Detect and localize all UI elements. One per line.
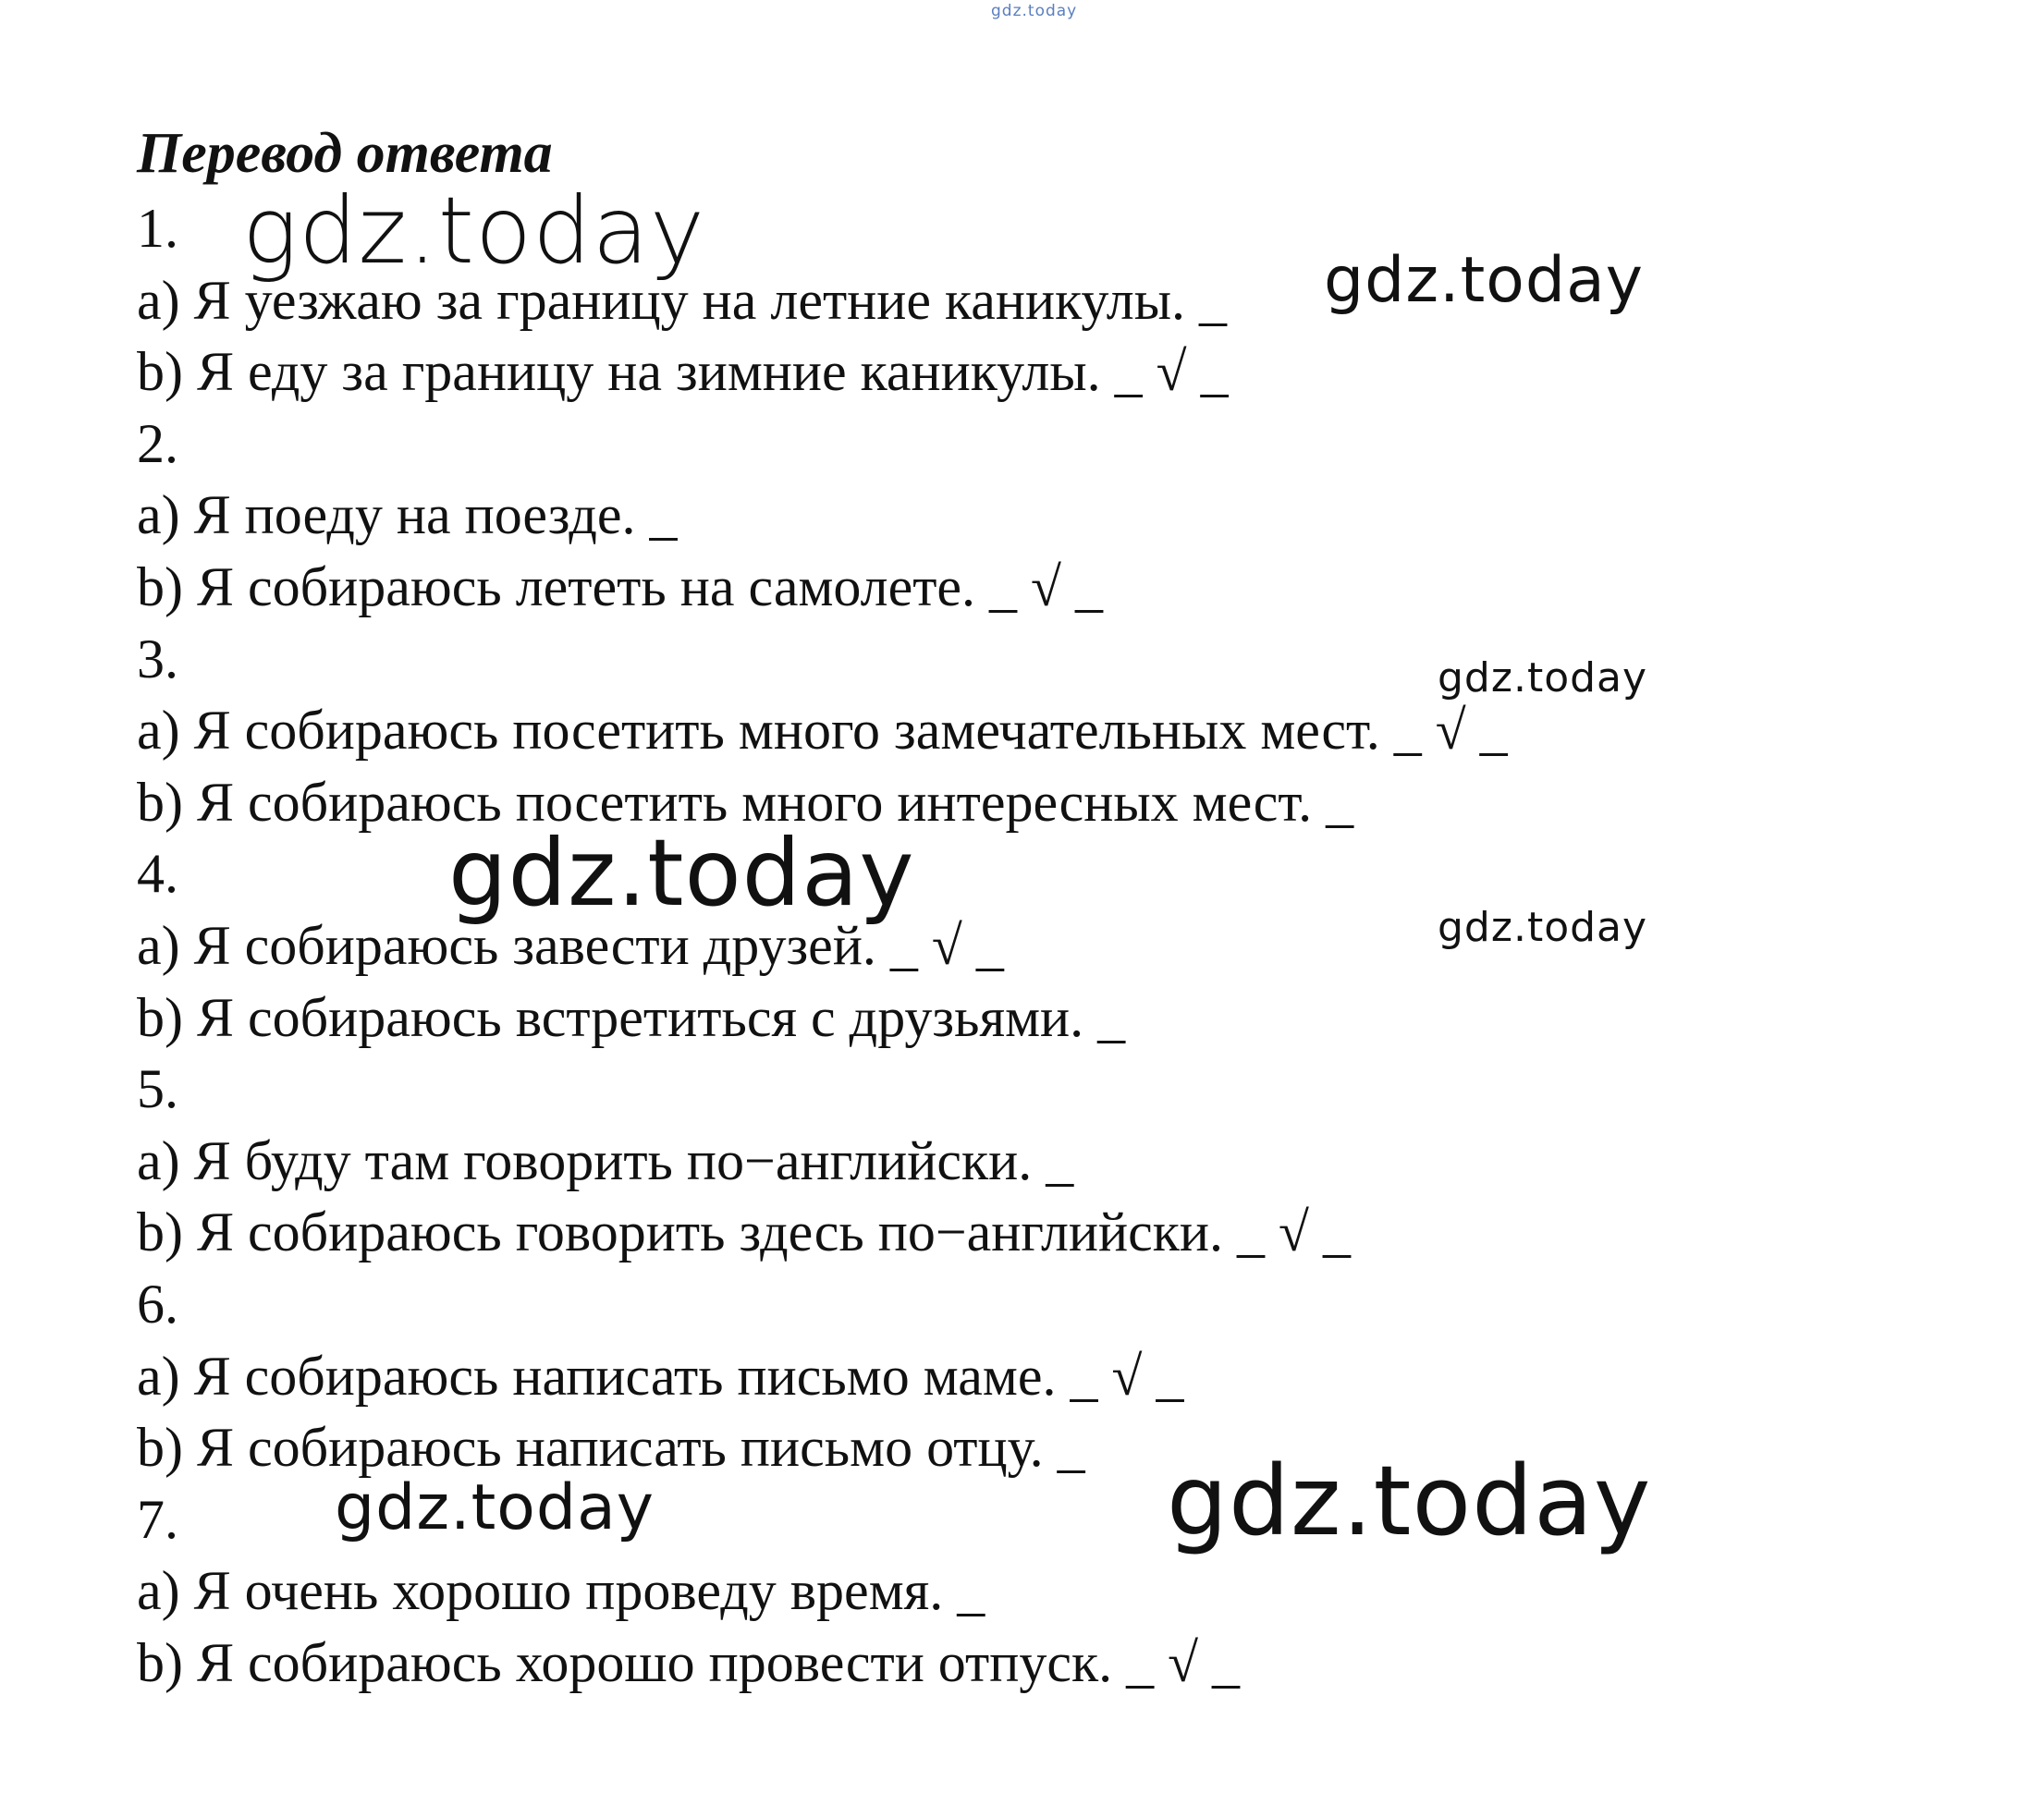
question-number-4: 4. — [137, 843, 178, 905]
watermark-1: gdz.today — [242, 177, 706, 285]
watermark-2: gdz.today — [1324, 244, 1644, 317]
question-number-5: 5. — [137, 1058, 178, 1120]
page-title: Перевод ответа — [137, 122, 553, 185]
answer-6b: b) Я собираюсь написать письмо отцу. _ — [137, 1417, 1085, 1479]
answer-3b: b) Я собираюсь посетить много интересных мест. _ — [137, 771, 1354, 833]
watermark-top: gdz.today — [991, 2, 1078, 20]
answer-3a: a) Я собираюсь посетить много замечательных мест. _ √ _ — [137, 700, 1508, 762]
watermark-3: gdz.today — [1438, 654, 1648, 701]
question-number-2: 2. — [137, 412, 178, 474]
answer-1b: b) Я еду за границу на зимние каникулы. _ √ _ — [137, 341, 1229, 403]
answer-4a: a) Я собираюсь завести друзей. _ √ _ — [137, 914, 1004, 976]
watermark-4: gdz.today — [448, 819, 915, 927]
question-number-7: 7. — [137, 1488, 178, 1550]
watermark-7: gdz.today — [1167, 1445, 1652, 1557]
answer-5b: b) Я собираюсь говорить здесь по−английски. _ √ _ — [137, 1201, 1351, 1263]
answer-7b: b) Я собираюсь хорошо провести отпуск. _ √ _ — [137, 1631, 1241, 1693]
answer-7a: a) Я очень хорошо проведу время. _ — [137, 1560, 985, 1622]
answer-5a: a) Я буду там говорить по−английски. _ — [137, 1129, 1074, 1191]
answer-6a: a) Я собираюсь написать письмо маме. _ √ _ — [137, 1345, 1184, 1407]
watermark-5: gdz.today — [1438, 904, 1648, 951]
answer-2a: a) Я поеду на поезде. _ — [137, 484, 678, 546]
answer-1a: a) Я уезжаю за границу на летние каникулы. _ — [137, 269, 1228, 331]
question-number-6: 6. — [137, 1273, 178, 1335]
question-number-3: 3. — [137, 628, 178, 689]
answer-2b: b) Я собираюсь лететь на самолете. _ √ _ — [137, 555, 1103, 617]
question-number-1: 1. — [137, 198, 178, 259]
watermark-6: gdz.today — [335, 1471, 655, 1544]
answer-4b: b) Я собираюсь встретиться с друзьями. _ — [137, 986, 1126, 1048]
